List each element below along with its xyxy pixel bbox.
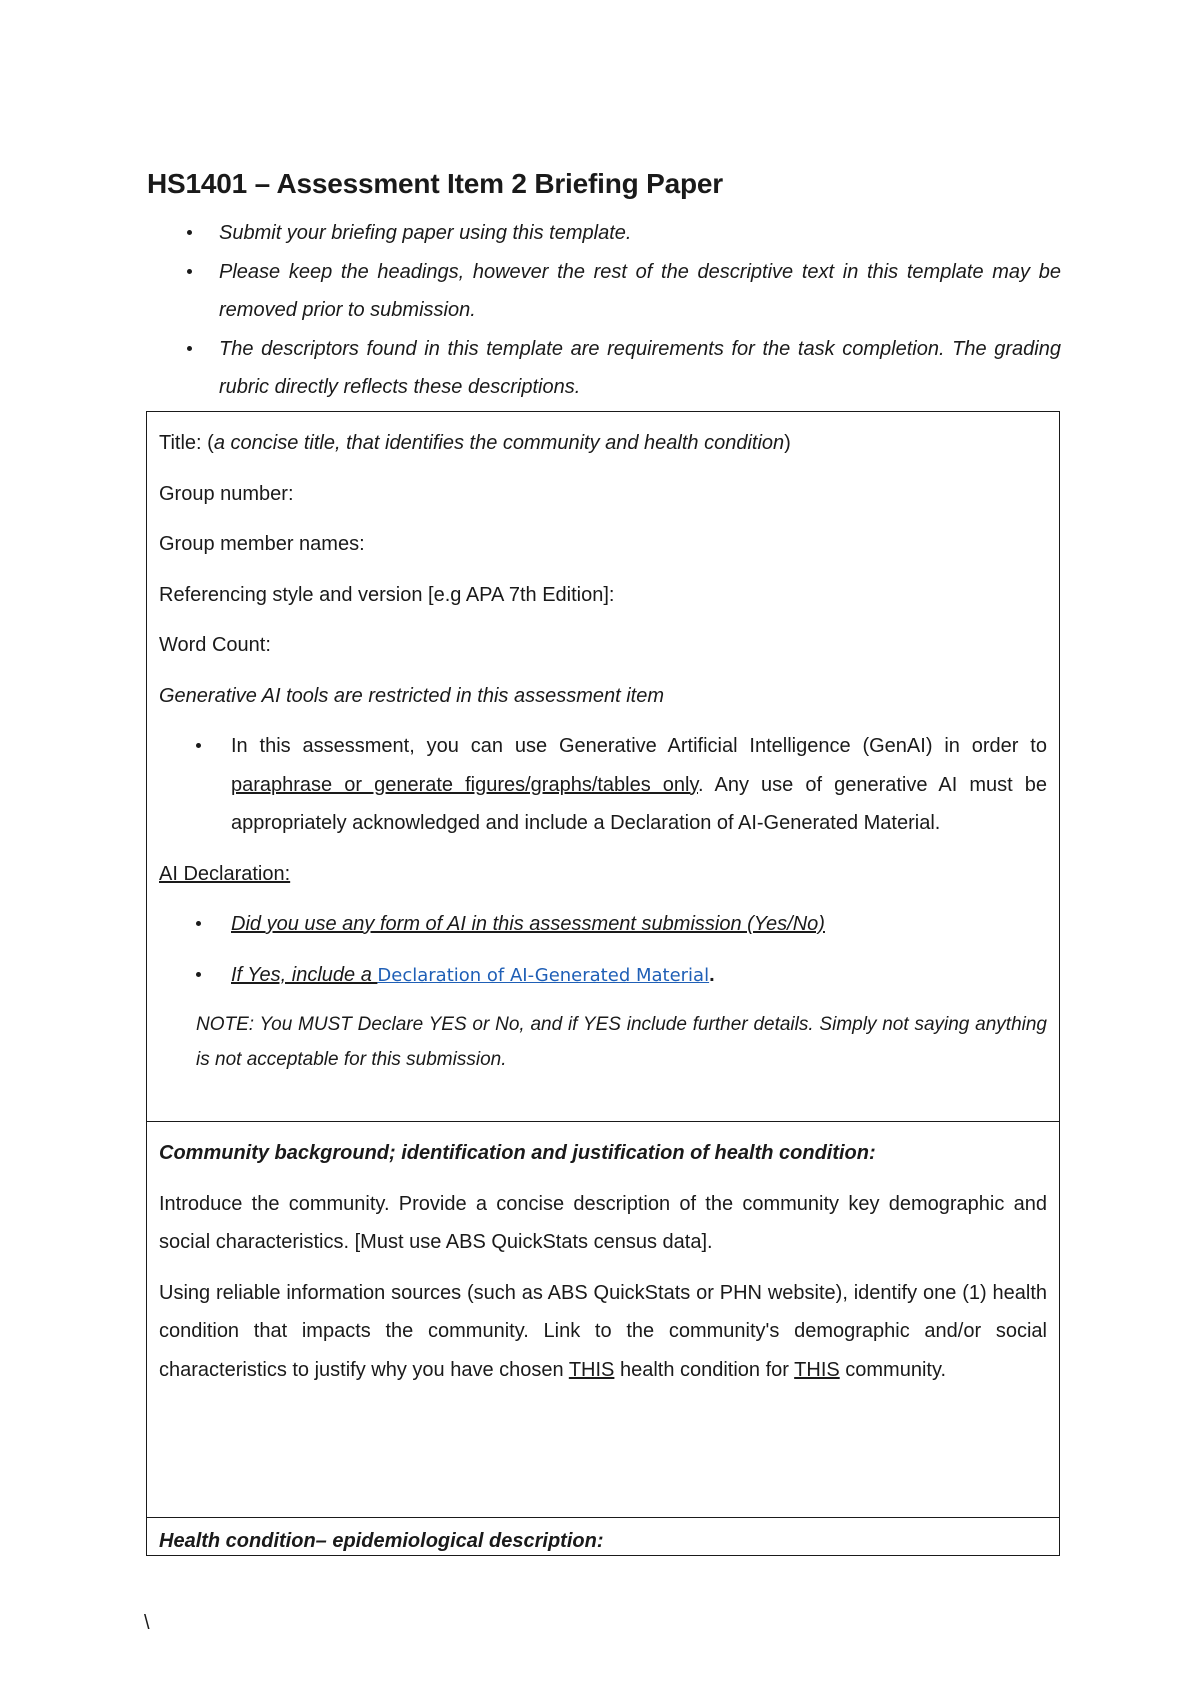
instruction-item — [147, 253, 1061, 330]
epidemiology-heading: Health condition– epidemiological description: — [159, 1530, 604, 1552]
title-suffix: ) — [784, 432, 791, 454]
bullet-icon — [196, 743, 201, 748]
referencing-label: Referencing style and version [e.g APA 7th Edition]: — [159, 583, 615, 606]
genai-policy-text-end: . Any use of generative AI must be appropriately acknowledged and include a Declaration of AI-Generated Material. — [231, 773, 1048, 834]
condition-text-part: Using reliable information sources (such as ABS QuickStats or PHN website), identify one (1) health condition that impacts the community. Link to the community's demographic and/or social characteristics to justify why you have chosen — [159, 1281, 1047, 1381]
footer-mark: \ — [144, 1612, 150, 1634]
condition-emphasis: THIS — [568, 1358, 615, 1381]
template-table — [146, 411, 1060, 1556]
genai-restriction-text: Generative AI tools are restricted in this assessment item — [159, 684, 665, 707]
title-field-label — [159, 424, 1047, 463]
community-cell — [147, 1121, 1059, 1517]
ai-note: NOTE: You MUST Declare YES or No, and if YES include further details. Simply not saying anything is not acceptable for this submission. — [196, 1014, 1047, 1070]
condition-text-part: community. — [839, 1358, 947, 1381]
community-condition-text — [159, 1274, 1047, 1390]
bullet-icon — [196, 972, 201, 977]
bullet-icon — [187, 346, 192, 351]
ai-period: . — [709, 963, 715, 986]
genai-policy-item — [159, 727, 1047, 843]
genai-policy-text: In this assessment, you can use Generative Artificial Intelligence (GenAI) in order to — [231, 735, 1047, 757]
instruction-list — [147, 214, 1061, 407]
instruction-item — [147, 330, 1061, 407]
instruction-text: The descriptors found in this template are requirements for the task completion. The grading rubric directly reflects these descriptions. — [219, 337, 1061, 398]
bullet-icon — [187, 269, 192, 274]
ai-if-yes-item — [159, 956, 1047, 996]
group-members-label: Group member names: — [159, 533, 365, 555]
bullet-icon — [196, 921, 201, 926]
word-count-label: Word Count: — [159, 634, 271, 656]
instruction-text: Submit your briefing paper using this template. — [219, 222, 632, 244]
group-number-label: Group number: — [159, 482, 294, 505]
instruction-item — [147, 214, 1061, 253]
community-intro-text: Introduce the community. Provide a concise description of the community key demographic and social characteristics. [Must use ABS QuickStats census data]. — [159, 1192, 1047, 1253]
ai-declaration-heading: AI Declaration: — [159, 862, 291, 885]
ai-question-item — [159, 905, 1047, 944]
condition-text-part: health condition for — [614, 1358, 795, 1381]
bullet-icon — [187, 230, 192, 235]
condition-emphasis: THIS — [794, 1358, 840, 1381]
details-cell — [147, 412, 1059, 1121]
epidemiology-cell — [147, 1517, 1059, 1555]
genai-policy-list — [159, 727, 1047, 843]
ai-declaration-link[interactable]: Declaration of AI-Generated Material — [377, 964, 710, 986]
title-hint: a concise title, that identifies the community and health condition — [213, 432, 785, 454]
page-title: HS1401 – Assessment Item 2 Briefing Paper — [147, 168, 723, 199]
genai-policy-emphasis: paraphrase or generate figures/graphs/tables only — [231, 773, 699, 796]
ai-if-yes-text: If Yes, include a — [231, 963, 378, 986]
community-heading: Community background; identification and justification of health condition: — [159, 1142, 876, 1164]
ai-question-text: Did you use any form of AI in this assessment submission (Yes/No) — [231, 913, 825, 935]
title-prefix: Title: ( — [159, 432, 214, 454]
instruction-text: Please keep the headings, however the rest of the descriptive text in this template may be removed prior to submission. — [219, 260, 1061, 321]
ai-declaration-list — [159, 905, 1047, 995]
